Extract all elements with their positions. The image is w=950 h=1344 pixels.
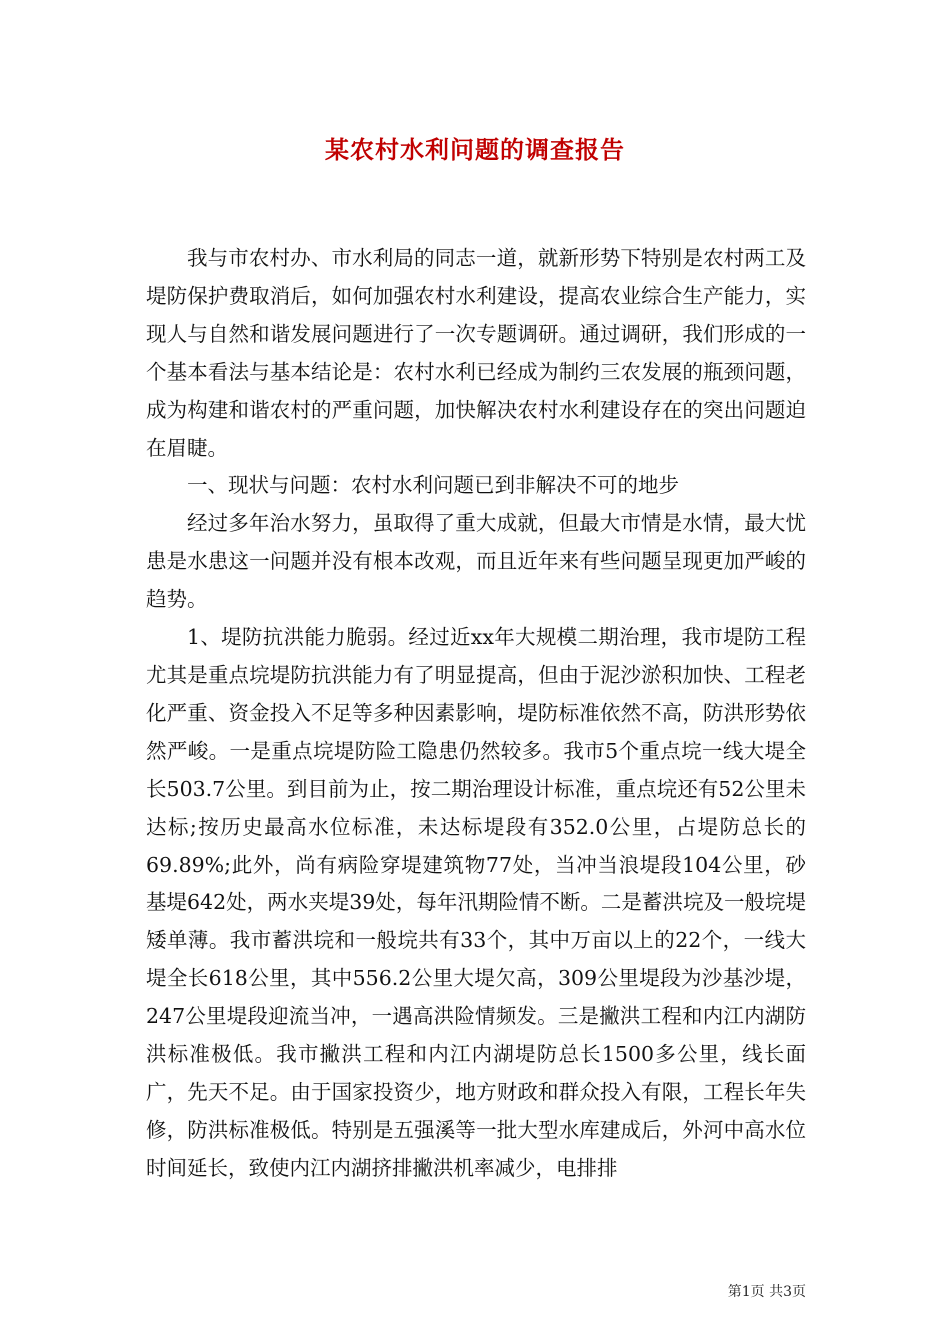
paragraph-overview: 经过多年治水努力，虽取得了重大成就，但最大市情是水情，最大忧患是水患这一问题并没有根本改观，而且近年来有些问题呈现更加严峻的趋势。 [146,511,806,612]
document-title: 某农村水利问题的调查报告 [325,135,625,164]
section-heading: 一、现状与问题：农村水利问题已到非解决不可的地步 [187,473,679,498]
document-body [146,240,806,1188]
paragraph-intro: 我与市农村办、市水利局的同志一道，就新形势下特别是农村两工及堤防保护费取消后，如何加强农村水利建设，提高农业综合生产能力，实现人与自然和谐发展问题进行了一次专题调研。通过调研，我们形成的一个基本看法与基本结论是：农村水利已经成为制约三农发展的瓶颈问题，成为构建和谐农村的严重问题，加快解决农村水利建设存在的突出问题迫在眉睫。 [146,246,806,460]
paragraph-point-1: 1、堤防抗洪能力脆弱。经过近xx年大规模二期治理，我市堤防工程尤其是重点垸堤防抗洪能力有了明显提高，但由于泥沙淤积加快、工程老化严重、资金投入不足等多种因素影响，堤防标准依然不高，防洪形势依然严峻。一是重点垸堤防险工隐患仍然较多。我市5个重点垸一线大堤全长503.7公里。到目前为止，按二期治理设计标准，重点垸还有52公里未达标;按历史最高水位标准，未达标堤段有352.0公里，占堤防总长的69.89%;此外，尚有病险穿堤建筑物77处，当冲当浪堤段104公里，砂基堤642处，两水夹堤39处，每年汛期险情不断。二是蓄洪垸及一般垸堤矮单薄。我市蓄洪垸和一般垸共有33个，其中万亩以上的22个，一线大堤全长618公里，其中556.2公里大堤欠高，309公里堤段为沙基沙堤，247公里堤段迎流当冲，一遇高洪险情频发。三是撇洪工程和内江内湖防洪标准极低。我市撇洪工程和内江内湖堤防总长1500多公里，线长面广，先天不足。由于国家投资少，地方财政和群众投入有限，工程长年失修，防洪标准极低。特别是五强溪等一批大型水库建成后，外河中高水位时间延长，致使内江内湖挤排撇洪机率减少，电排排 [146,625,806,1180]
page-number: 第1页 共3页 [727,1284,806,1300]
